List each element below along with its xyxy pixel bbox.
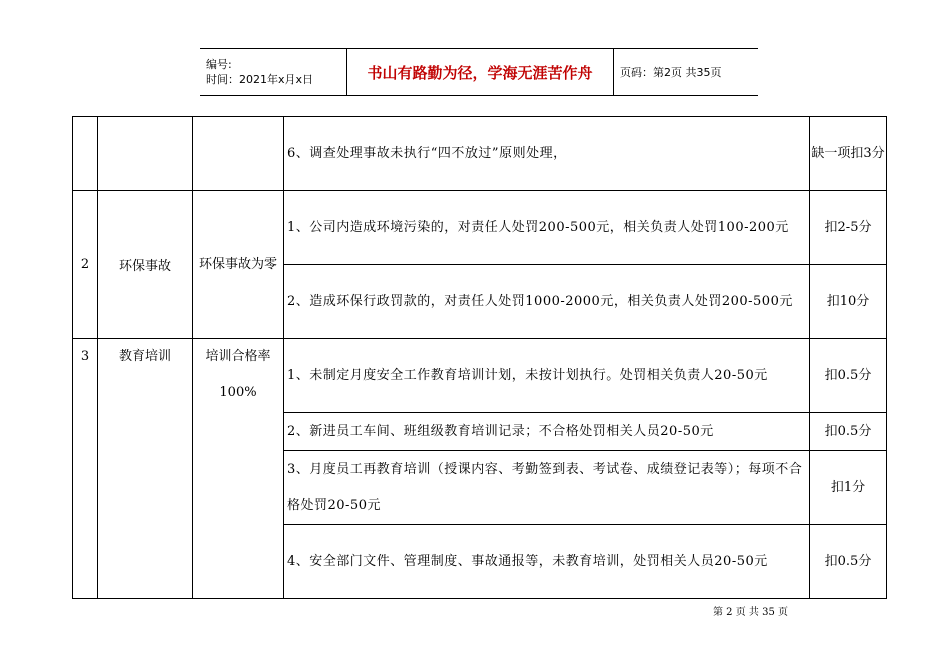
page-header	[200, 48, 758, 96]
score-cell: 扣10分	[810, 265, 887, 339]
score-cell: 扣0.5分	[810, 339, 887, 413]
description-cell: 2、新进员工车间、班组级教育培训记录；不合格处罚相关人员20-50元	[284, 413, 810, 451]
item-cell	[98, 339, 193, 599]
section-item: 教育培训	[118, 349, 171, 364]
description-cell: 1、公司内造成环境污染的，对责任人处罚200-500元，相关负责人处罚100-200元	[284, 191, 810, 265]
table-row	[73, 339, 887, 413]
number-cell	[73, 117, 98, 191]
header-motto: 书山有路勤为径，学海无涯苦作舟	[347, 49, 614, 96]
target-cell	[193, 117, 284, 191]
description-cell: 3、月度员工再教育培训（授课内容、考勤签到表、考试卷、成绩登记表等）；每项不合格处罚20-50元	[284, 451, 810, 525]
table-row	[73, 117, 887, 191]
description-cell: 4、安全部门文件、管理制度、事故通报等，未教育培训，处罚相关人员20-50元	[284, 525, 810, 599]
item-cell	[98, 117, 193, 191]
target-cell: 培训合格率100%	[193, 339, 284, 599]
target-cell: 环保事故为零	[193, 191, 284, 339]
number-cell	[73, 339, 98, 599]
number-cell: 2	[73, 191, 98, 339]
table-row	[73, 191, 887, 265]
score-cell: 扣0.5分	[810, 413, 887, 451]
score-cell: 扣1分	[810, 451, 887, 525]
score-cell: 扣2-5分	[810, 191, 887, 265]
description-cell: 1、未制定月度安全工作教育培训计划，未按计划执行。处罚相关负责人20-50元	[284, 339, 810, 413]
description-cell: 6、调查处理事故未执行“四不放过”原则处理，	[284, 117, 810, 191]
assessment-table	[72, 116, 887, 599]
score-cell: 扣0.5分	[810, 525, 887, 599]
item-cell: 环保事故	[98, 191, 193, 339]
section-number: 3	[80, 349, 90, 364]
description-cell: 2、造成环保行政罚款的，对责任人处罚1000-2000元，相关负责人处罚200-500元	[284, 265, 810, 339]
document-time-label: 时间：2021年x月x日	[206, 73, 314, 86]
page-footer: 第 2 页 共 35 页	[713, 607, 788, 618]
header-meta	[200, 49, 347, 96]
document-number-label: 编号:	[206, 58, 232, 71]
header-page-label: 页码：第2页 共35页	[614, 49, 759, 96]
score-cell: 缺一项扣3分	[810, 117, 887, 191]
